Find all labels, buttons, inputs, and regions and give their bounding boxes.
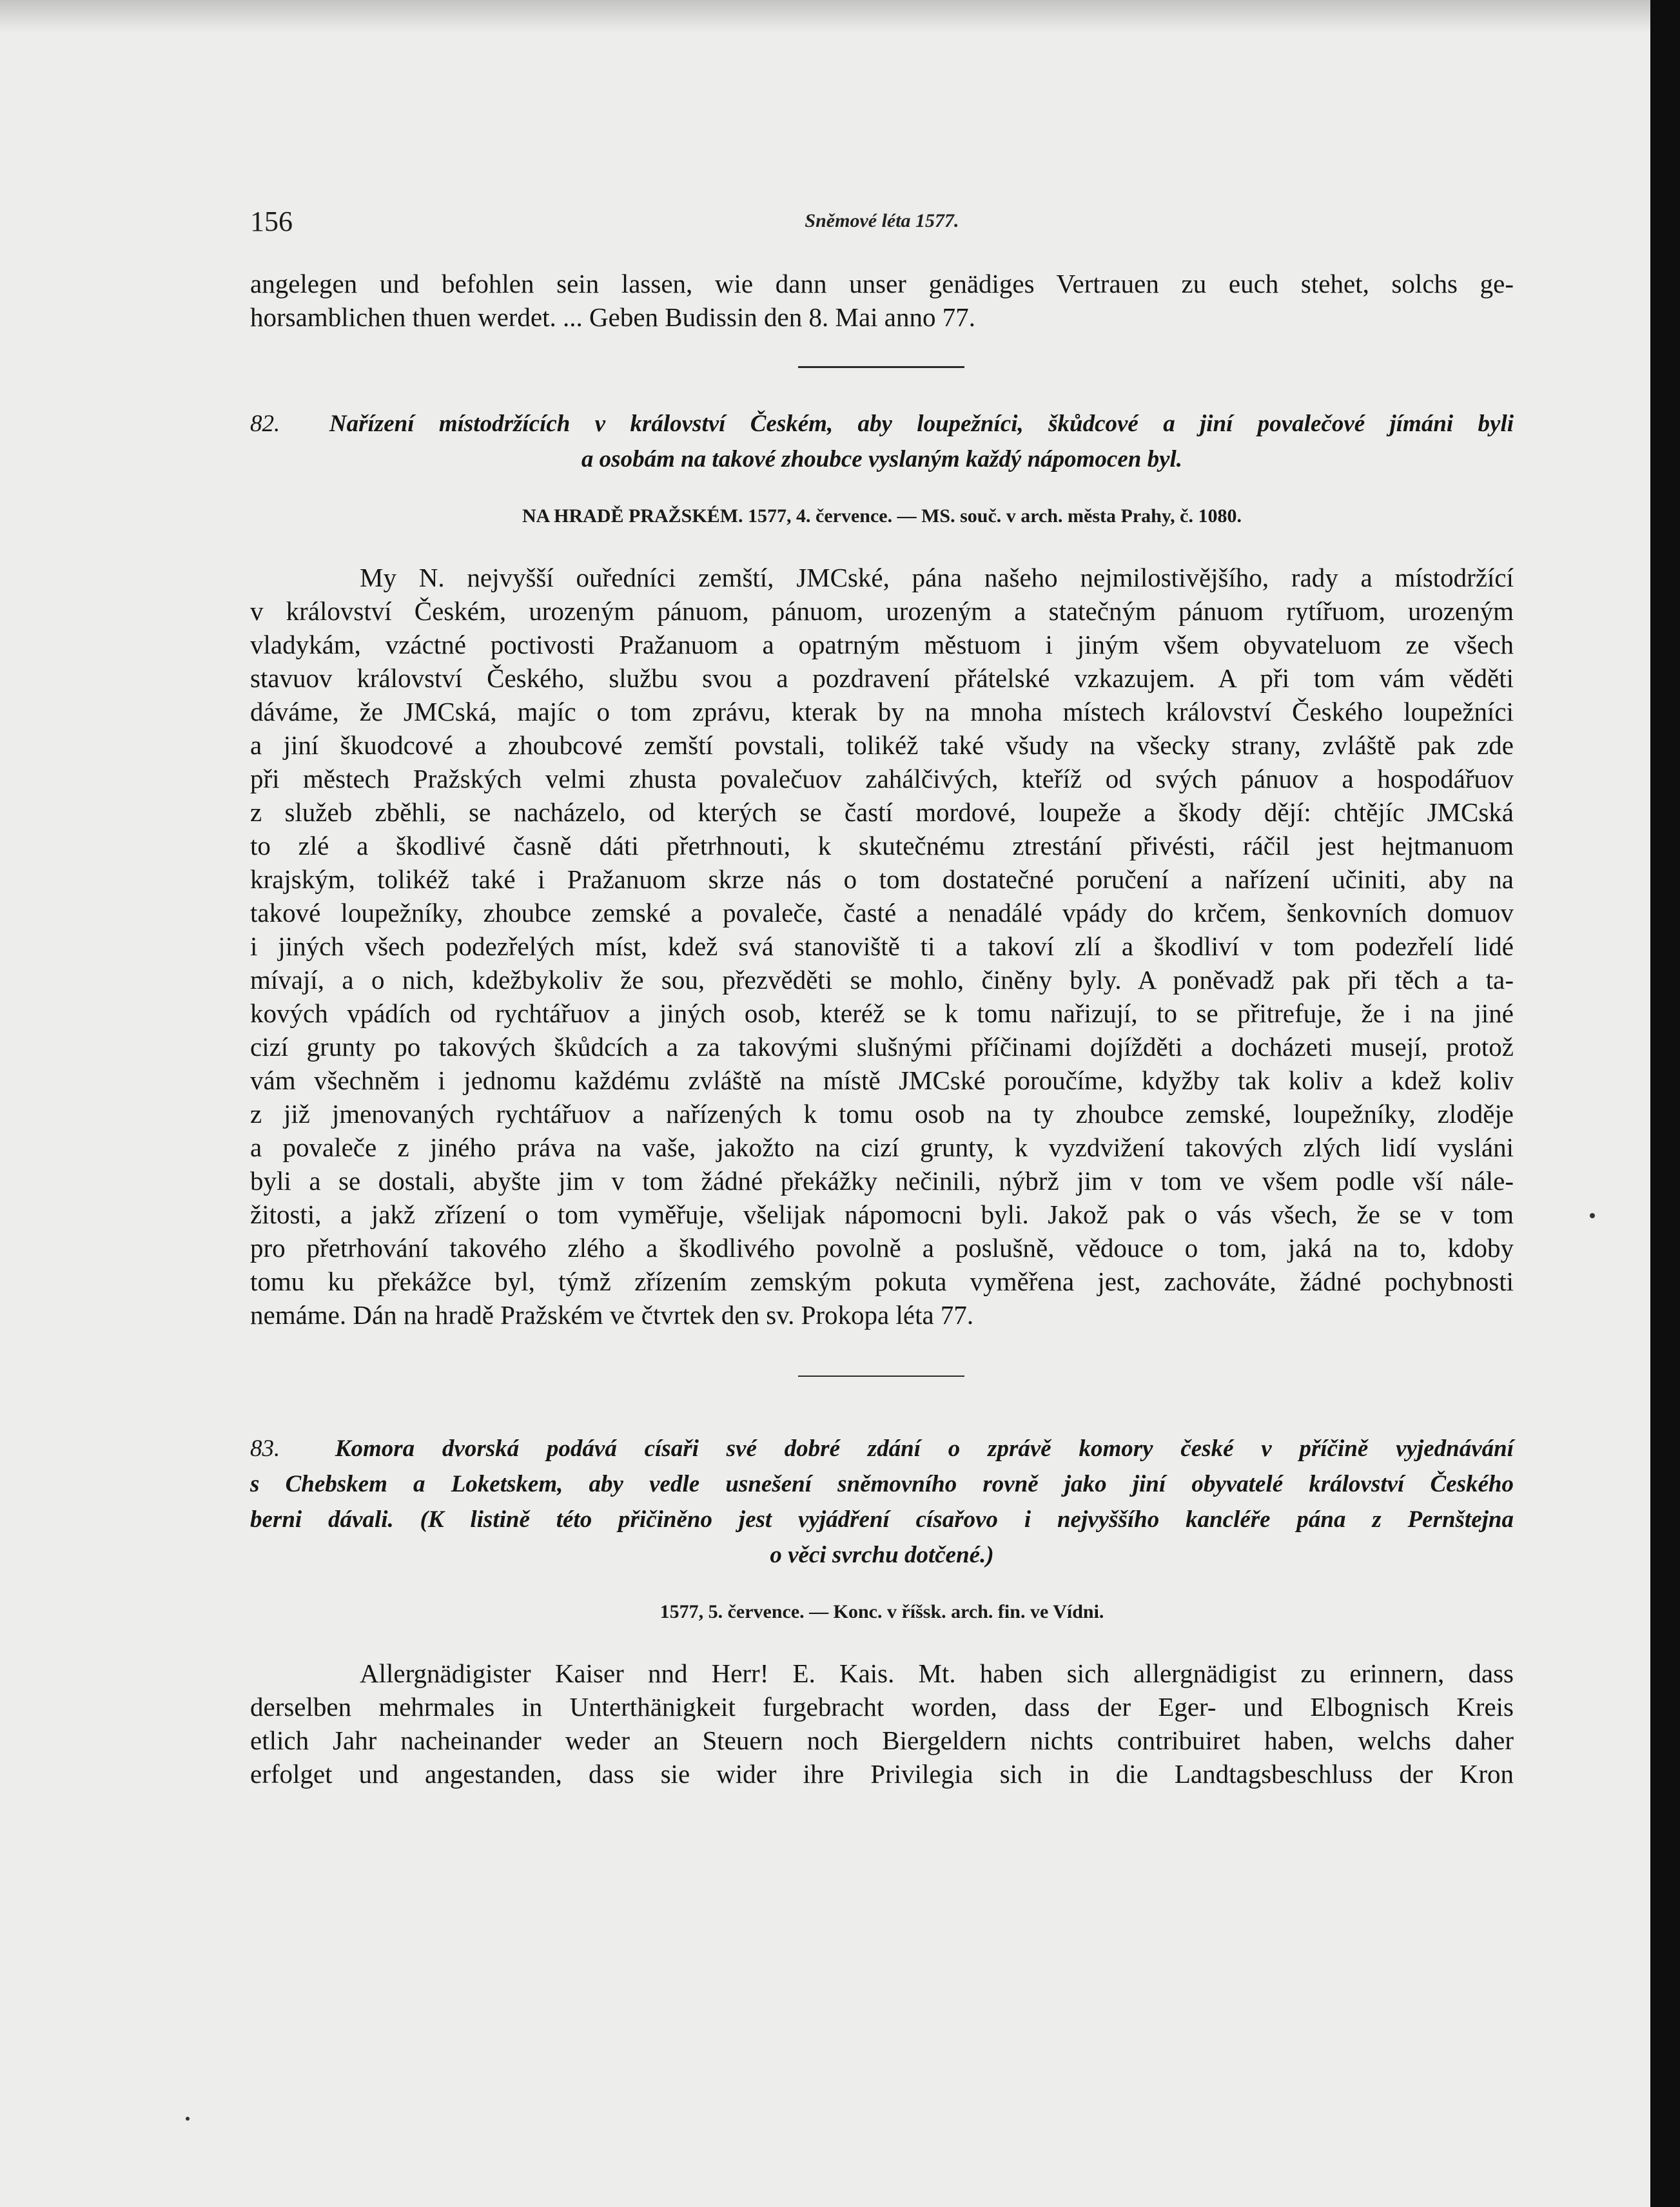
section-divider [798,1376,964,1377]
doc-83-line: derselben mehrmales in Unterthänigkeit furgebracht worden, dass der Eger- und Elbognisch Kreis [250,1692,1514,1722]
doc-82-line: při městech Pražských velmi zhusta povalečuov zahálčivých, kteříž od svých pánuov a hospodářuov [250,764,1514,793]
doc-83-line: erfolget und angestanden, dass sie wider ihre Privilegia sich in die Landtagsbeschluss der Kron [250,1759,1514,1789]
section-divider [798,366,964,368]
doc-82-line: krajským, tolikéž také i Pražanuom skrze nás o tom dostatečné poručení a nařízení učiniti, aby na [250,864,1514,894]
page-header [250,205,1514,235]
doc-82-line: mívají, a o nich, kdežbykoliv že sou, přezvěděti se mohlo, činěny byly. A poněvadž pak při těch a ta- [250,965,1514,995]
doc-82-line: kových vpádích od rychtářuov a jiných osob, kteréž se k tomu nařizují, to se přitrefuje, že i na jiné [250,998,1514,1028]
intro-line: angelegen und befohlen sein lassen, wie dann unser genädiges Vertrauen zu euch stehet, solchs ge- [250,269,1514,298]
doc-83-heading-line: o věci svrchu dotčené.) [770,1542,994,1568]
doc-82-line: stavuov království Českého, službu svou a pozdravení přátelské vzkazujem. A při tom vám věděti [250,663,1514,693]
doc-82-number: 82. [250,411,280,437]
doc-82-line: a povaleče z jiného práva na vaše, jakožto na cizí grunty, k vyzdvižení takových zlých lidí vysláni [250,1133,1514,1162]
doc-83-heading [250,1431,1514,1573]
doc-82-line: pro přetrhování takového zlého a škodlivého povolně a poslušně, vědouce o tom, jaká na to, kdoby [250,1233,1514,1263]
doc-83-number: 83. [250,1435,280,1462]
doc-82-heading [250,406,1514,477]
doc-82-line: cizí grunty po takových škůdcích a za takovými slušnými příčinami dojížděti a docházeti musejí, protož [250,1032,1514,1062]
scan-speck [186,2117,190,2121]
doc-83-line: etlich Jahr nacheinander weder an Steuern noch Biergeldern nichts contribuiret haben, welchs daher [250,1726,1514,1755]
running-title: Sněmové léta 1577. [805,210,959,231]
intro-line: horsamblichen thuen werdet. ... Geben Budissin den 8. Mai anno 77. [250,302,975,332]
doc-83-source: 1577, 5. července. — Konc. v říšsk. arch. fin. ve Vídni. [659,1601,1104,1622]
doc-82-line: v království Českém, urozeným pánuom, pánuom, urozeným a statečným pánuom rytířuom, urozeným [250,596,1514,626]
doc-82-line: z služeb zběhli, se nacházelo, od kterých se častí mordové, loupeže a škody dějí: chtějíc JMCská [250,797,1514,827]
doc-82-source: NA HRADĚ PRAŽSKÉM. 1577, 4. července. — MS. souč. v arch. města Prahy, č. 1080. [522,505,1242,527]
intro-paragraph [250,267,1514,334]
scan-top-shadow [0,0,1650,32]
doc-82-line: vám všechněm i jednomu každému zvláště na místě JMCské poroučíme, kdyžby tak koliv a kdež koliv [250,1065,1514,1095]
doc-83-body [250,1657,1514,1791]
page-number: 156 [250,206,293,237]
doc-82-line: My N. nejvyšší ouředníci zemští, JMCské, pána našeho nejmilostivějšího, rady a místodržící [360,563,1514,592]
doc-82-line: žitosti, a jakž zřízení o tom vyměřuje, všelijak nápomocni byli. Jakož pak o vás všech, že se v tom [250,1200,1514,1229]
doc-82-body [250,561,1514,1332]
scan-speck [1590,1213,1595,1218]
doc-82-line: byli a se dostali, abyšte jim v tom žádné překážky nečinili, nýbrž jim v tom ve všem podle vší nále- [250,1166,1514,1196]
doc-82-line: a jiní škuodcové a zhoubcové zemští povstali, tolikéž také všudy na všecky strany, zvláště pak zde [250,730,1514,760]
doc-82-line: to zlé a škodlivé časně dáti přetrhnouti, k skutečnému ztrestání přivésti, ráčil jest hejtmanuom [250,831,1514,860]
doc-82-heading-line: a osobám na takové zhoubce vyslaným každý nápomocen byl. [581,446,1183,472]
doc-82-line: vladykám, vzáctné poctivosti Pražanuom a opatrným městuom i jiným všem obyvateluom ze všech [250,630,1514,659]
doc-82-line: z již jmenovaných rychtářuov a nařízených k tomu osob na ty zhoubce zemské, loupežníky, zloděje [250,1099,1514,1129]
doc-82-line: tomu ku překážce byl, týmž zřízením zemským pokuta vyměřena jest, zachováte, žádné pochybnosti [250,1267,1514,1296]
doc-82-line: nemáme. Dán na hradě Pražském ve čtvrtek den sv. Prokopa léta 77. [250,1300,974,1330]
doc-82-line: i jiných všech podezřelých míst, kdež svá stanoviště ti a takoví zlí a škodliví v tom podezřelí lidé [250,931,1514,961]
doc-82-line: dáváme, že JMCská, majíc o tom zprávu, kterak by na mnoha místech království Českého loupežníci [250,697,1514,726]
doc-82-line: takové loupežníky, zhoubce zemské a povaleče, časté a nenadálé vpády do krčem, šenkovních domuov [250,898,1514,928]
doc-83-heading-line: 83. Komora dvorská podává císaři své dobré zdání o zprávě komory české v příčině vyjednávání [250,1435,1514,1462]
doc-82-heading-line: 82. Nařízení místodržících v království Českém, aby loupežníci, škůdcové a jiní povalečové jímáni byli [250,411,1514,437]
doc-83-line: Allergnädigister Kaiser nnd Herr! E. Kais. Mt. haben sich allergnädigist zu erinnern, dass [360,1658,1514,1688]
doc-83-heading-line: s Chebskem a Loketskem, aby vedle usnešení sněmovního rovně jako jiní obyvatelé království Českého [250,1471,1514,1497]
doc-83-heading-line: berni dávali. (K listině této přičiněno jest vyjádření císařovo i nejvyššího kancléře pána z Pernštejna [250,1506,1514,1533]
